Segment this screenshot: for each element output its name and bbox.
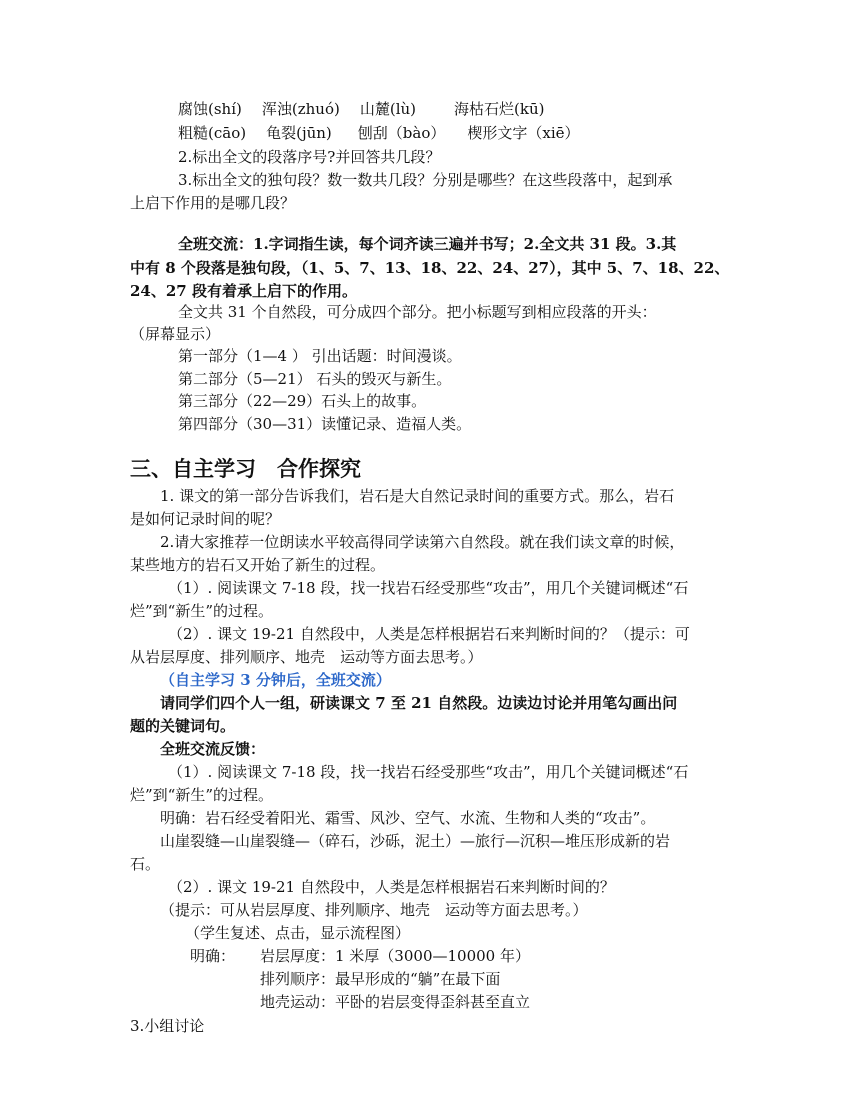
paragraph-2-line-1: 2.请大家推荐一位朗读水平较高得同学读第六自然段。就在我们读文章的时候，	[160, 533, 685, 551]
vocab-item: 龟裂(jūn)	[266, 124, 332, 142]
answer-1: 明确：岩石经受着阳光、霜雪、风沙、空气、水流、生物和人类的“攻击”。	[160, 809, 656, 827]
vocab-row-2	[178, 123, 580, 143]
vocab-item: 刨刮（bào）	[357, 124, 446, 142]
section-3-heading: 三、自主学习 合作探究	[130, 457, 361, 481]
paragraph-2-line-2: 某些地方的岩石又开始了新生的过程。	[130, 556, 386, 574]
answer-2-label: 明确：	[190, 947, 236, 965]
process-chain-line-2: 石。	[130, 855, 161, 873]
paragraph-1-line-1: 1. 课文的第一部分告诉我们，岩石是大自然记录时间的重要方式。那么，岩石	[160, 487, 675, 505]
paragraph-1-line-2: 是如何记录时间的呢？	[130, 510, 281, 528]
answer-2-item: 地壳运动：平卧的岩层变得歪斜甚至直立	[260, 993, 531, 1011]
feedback-1-line-1: （1）. 阅读课文 7-18 段，找一找岩石经受那些“攻击”，用几个关键词概述“石	[168, 763, 689, 781]
sub-question-2-line-1: （2）. 课文 19-21 自然段中，人类是怎样根据岩石来判断时间的？（提示：可	[168, 625, 690, 643]
process-chain-line-1: 山崖裂缝—山崖裂缝—（碎石，沙砾，泥土）—旅行—沉积—堆压形成新的岩	[160, 832, 671, 850]
class-exchange-line-3: 24、27 段有着承上启下的作用。	[130, 282, 357, 300]
retell-note: （学生复述、点击，显示流程图）	[185, 924, 411, 942]
group-discussion-heading: 3.小组讨论	[130, 1017, 205, 1035]
vocab-item: 浑浊(zhuó)	[261, 100, 340, 118]
vocab-item: 粗糙(cāo)	[178, 124, 247, 142]
feedback-2: （2）. 课文 19-21 自然段中，人类是怎样根据岩石来判断时间的？	[168, 878, 615, 896]
class-exchange-line-1: 全班交流：1.字词指生读，每个词齐读三遍并书写；2.全文共 31 段。3.其	[178, 235, 677, 253]
self-study-note: （自主学习 3 分钟后，全班交流）	[160, 671, 391, 689]
parts-intro-line-2: （屏幕显示）	[130, 325, 221, 343]
sub-question-1-line-2: 烂”到“新生”的过程。	[130, 602, 274, 620]
sub-question-2-line-2: 从岩层厚度、排列顺序、地壳 运动等方面去思考。）	[130, 648, 483, 666]
vocab-item: 楔形文字（xiē）	[467, 124, 580, 142]
vocab-item: 腐蚀(shí)	[178, 100, 242, 118]
feedback-1-line-2: 烂”到“新生”的过程。	[130, 786, 274, 804]
answer-2-item: 岩层厚度：1 米厚（3000—10000 年）	[260, 947, 530, 965]
question-2: 2.标出全文的段落序号?并回答共几段？	[178, 148, 441, 166]
vocab-item: 海枯石烂(kū)	[454, 100, 545, 118]
parts-intro-line-1: 全文共 31 个自然段，可分成四个部分。把小标题写到相应段落的开头：	[178, 303, 657, 321]
vocab-row-1	[178, 99, 544, 119]
sub-question-1-line-1: （1）. 阅读课文 7-18 段，找一找岩石经受那些“攻击”，用几个关键词概述“石	[168, 579, 689, 597]
group-task-line-1: 请同学们四个人一组，研读课文 7 至 21 自然段。边读边讨论并用笔勾画出问	[160, 694, 678, 712]
part-item: 第四部分（30—31）读懂记录、造福人类。	[178, 415, 472, 433]
class-exchange-line-2: 中有 8 个段落是独句段，（1、5、7、13、18、22、24、27），其中 5、7、18、22、	[130, 259, 730, 277]
feedback-title: 全班交流反馈：	[160, 740, 266, 758]
hint: （提示：可从岩层厚度、排列顺序、地壳 运动等方面去思考。）	[160, 901, 588, 919]
part-item: 第一部分（1—4 ） 引出话题：时间漫谈。	[178, 347, 462, 365]
part-item: 第二部分（5—21） 石头的毁灭与新生。	[178, 370, 452, 388]
part-item: 第三部分（22—29）石头上的故事。	[178, 392, 427, 410]
group-task-line-2: 题的关键词句。	[130, 717, 236, 735]
question-3-line-2: 上启下作用的是哪几段？	[130, 194, 296, 212]
answer-2-item: 排列顺序：最早形成的“躺”在最下面	[260, 970, 501, 988]
question-3-line-1: 3.标出全文的独句段？数一数共几段？分别是哪些？在这些段落中，起到承	[178, 171, 673, 189]
vocab-item: 山麓(lù)	[359, 100, 417, 118]
